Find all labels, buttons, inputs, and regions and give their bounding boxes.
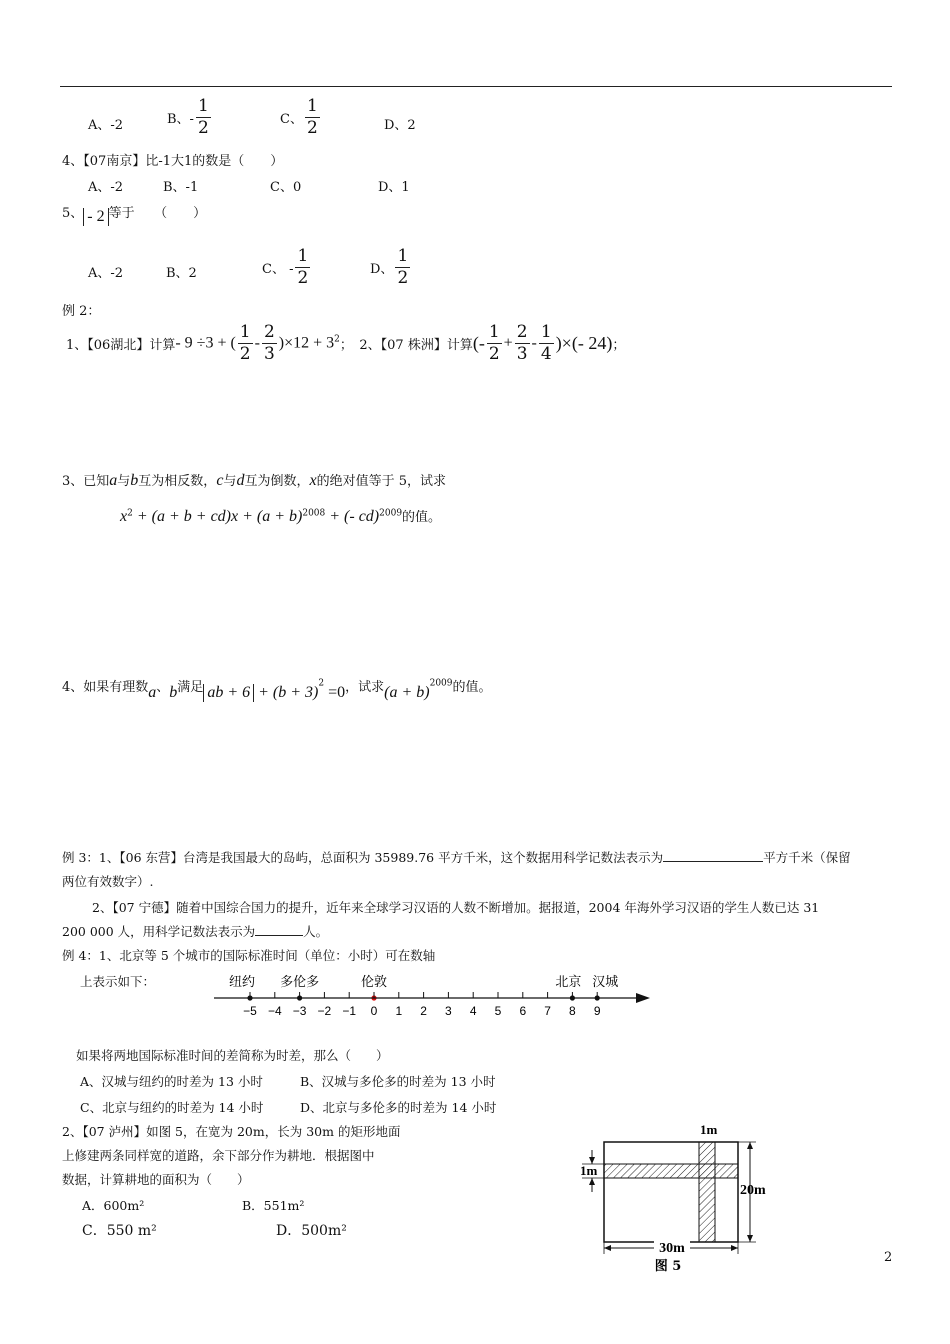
arrow-icon xyxy=(636,993,650,1003)
number-line-tick-label: −4 xyxy=(267,1004,282,1018)
number-line-tick-label: 4 xyxy=(469,1004,477,1018)
ex4-q2-line1: 2、【07 泸州】如图 5，在宽为 20m，长为 30m 的矩形地面 xyxy=(62,1124,401,1139)
label-road-width-top: 1m xyxy=(700,1122,718,1137)
ex2-q3-line1: 3、已知a与b互为相反数，c与d互为倒数，x的绝对值等于 5，试求 xyxy=(62,472,446,489)
option-d: D、2 xyxy=(384,118,416,133)
ex2-q3-expression: $x^2 + (a + b + cd)x + (a + b)^{2008}$ + (- cd)$^{2009}$的值。 xyxy=(120,508,442,525)
q5-option-c: C、 - $\frac{1}{2}$ xyxy=(262,246,309,288)
field-rectangle xyxy=(604,1142,738,1242)
number-line-tick-label: 6 xyxy=(519,1004,527,1018)
city-label: 纽约 xyxy=(228,975,256,990)
ex2-q4: 4、如果有理数a、b满足 ab + $6 + (b + 3)^2 =0$，试求$(a + b)^{2009}$的值。 xyxy=(62,678,492,701)
number-line-tick-label: 3 xyxy=(445,1004,452,1018)
ex4-line1: 例 4：1、北京等 5 个城市的国际标准时间（单位：小时）可在数轴 xyxy=(62,948,436,963)
number-line-tick-label: −3 xyxy=(292,1004,307,1018)
number-line-tick-label: −1 xyxy=(342,1004,357,1018)
ex4-option-d: D、北京与多伦多的时差为 14 小时 xyxy=(300,1100,497,1115)
ex4-q2-option-a: A．600m² xyxy=(82,1198,145,1213)
ex4-q2-line2: 上修建两条同样宽的道路，余下部分作为耕地．根据图中 xyxy=(62,1148,375,1163)
ex4-q2-option-d: D．500m² xyxy=(276,1223,347,1239)
label-road-width-left: 1m xyxy=(580,1163,598,1178)
example-2-title: 例 2： xyxy=(62,304,101,319)
option-b: B、- $\frac{1}{2}$ xyxy=(167,96,209,138)
answer-blank[interactable] xyxy=(663,861,763,862)
ex4-option-c: C、北京与纽约的时差为 14 小时 xyxy=(80,1100,264,1115)
ex3-line1: 例 3：1、【06 东营】台湾是我国最大的岛屿，总面积为 35989.76 平方千米，这个数据用科学记数法表示为 平方千米（保留 xyxy=(62,850,851,865)
q5-option-d: D、 $\frac{1}{2}$ xyxy=(370,246,409,288)
label-width-20m: 20m xyxy=(740,1183,766,1198)
ex3-line4: 200 000 人，用科学记数法表示为 人。 xyxy=(62,924,329,939)
top-rule xyxy=(60,86,892,87)
figure-5 xyxy=(572,1120,802,1280)
q5-option-b: B、2 xyxy=(166,266,197,281)
number-line-tick-label: 1 xyxy=(395,1004,403,1018)
label-length-30m: 30m xyxy=(659,1241,685,1256)
q5-stem: 5、 - 2 等于 （ ） xyxy=(62,206,207,225)
option-c: C、 $\frac{1}{2}$ xyxy=(280,96,318,138)
q4-option-d: D、1 xyxy=(378,180,410,195)
q4-option-c: C、0 xyxy=(270,180,302,195)
number-line-tick-label: −2 xyxy=(317,1004,332,1018)
number-line-tick-label: 7 xyxy=(544,1004,551,1018)
city-label: 多伦多 xyxy=(280,975,320,990)
number-line-tick-label: 9 xyxy=(593,1004,601,1018)
number-line-tick-label: 8 xyxy=(569,1004,576,1018)
city-label: 汉城 xyxy=(592,975,619,990)
city-label: 北京 xyxy=(555,975,582,990)
ex3-line2: 两位有效数字）. xyxy=(62,874,154,889)
ex4-question: 如果将两地国际标准时间的差简称为时差，那么（ ） xyxy=(76,1048,389,1063)
ex4-option-a: A、汉城与纽约的时差为 13 小时 xyxy=(80,1074,263,1089)
page-number: 2 xyxy=(884,1250,893,1265)
option-a: A、-2 xyxy=(88,118,124,133)
ex4-q2-line3: 数据，计算耕地的面积为（ ） xyxy=(62,1172,250,1187)
ex3-line3: 2、【07 宁德】随着中国综合国力的提升，近年来全球学习汉语的人数不断增加。据报道，2004 年海外学习汉语的学生人数已达 31 xyxy=(92,900,820,915)
ex4-q2-option-b: B．551m² xyxy=(242,1198,305,1213)
number-line-tick-label: 2 xyxy=(420,1004,427,1018)
ex4-line2: 上表示如下： xyxy=(80,974,156,989)
q4-option-a: A、-2 xyxy=(88,180,124,195)
number-line-tick-label: −5 xyxy=(243,1004,257,1018)
figure-caption: 图 5 xyxy=(654,1259,682,1274)
ex4-q2-option-c: C．550 m² xyxy=(82,1223,157,1239)
number-line-tick-label: 5 xyxy=(494,1004,502,1018)
q4-stem: 4、【07南京】比-1大1的数是（ ） xyxy=(62,154,284,169)
number-line xyxy=(200,968,660,1024)
example-2-problems: 1、【06湖北】计算- 9 ÷3 + ( $\frac{1}{2}$ - $\frac{2}{3}$ )$\times 12 + 3^2$； 2、【07 株洲】计算(- $\frac{1}{2}$ + $\frac{2}{3}$ - $\frac{1}{4}$ )×(- 24)； xyxy=(66,322,626,364)
city-label: 伦敦 xyxy=(360,975,388,990)
answer-blank[interactable] xyxy=(255,935,303,936)
horizontal-road xyxy=(604,1164,738,1178)
number-line-tick-label: 0 xyxy=(370,1004,378,1018)
q4-option-b: B、-1 xyxy=(163,180,199,195)
q5-option-a: A、-2 xyxy=(88,266,124,281)
ex4-option-b: B、汉城与多伦多的时差为 13 小时 xyxy=(300,1074,496,1089)
vertical-road xyxy=(699,1142,715,1242)
